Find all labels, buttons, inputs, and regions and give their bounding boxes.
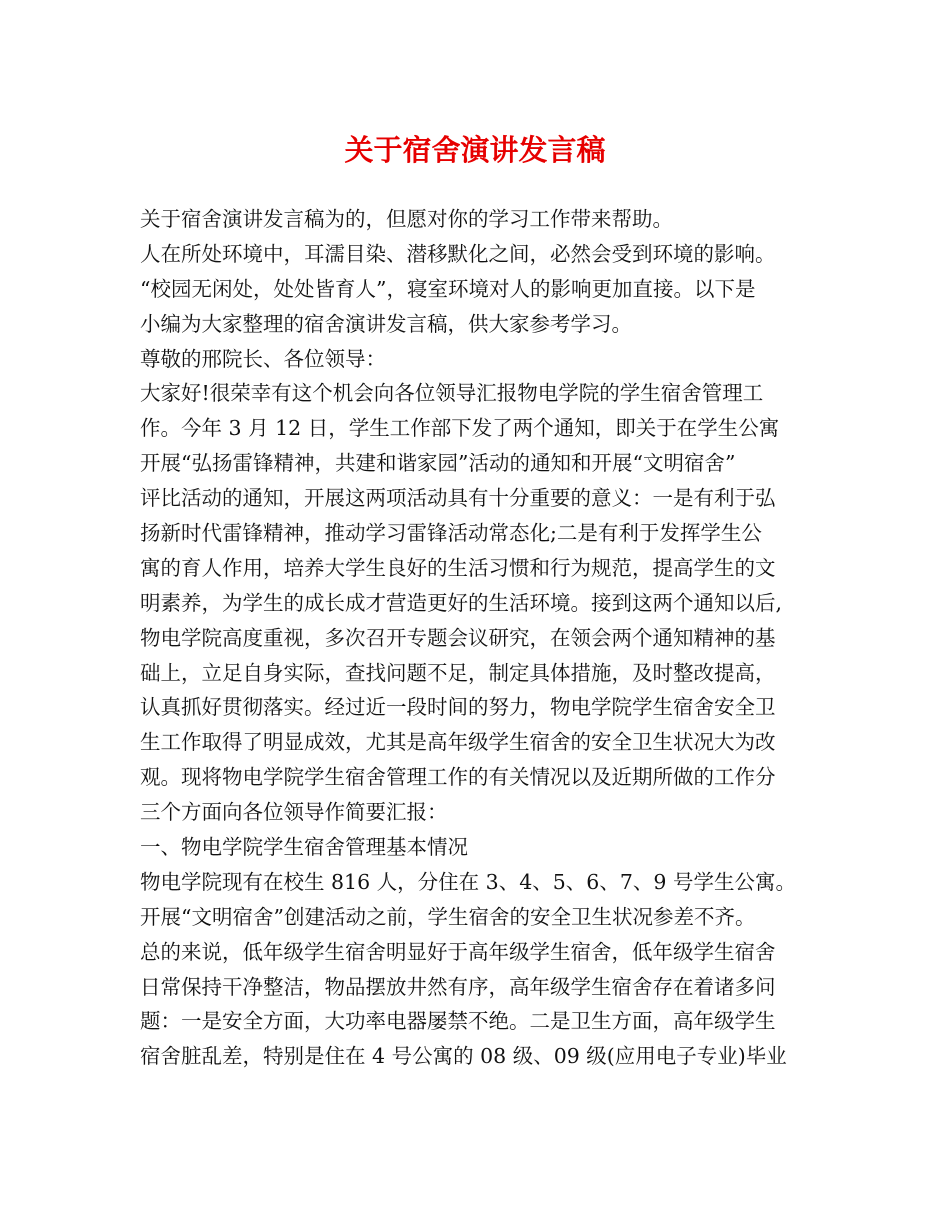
- text-line: 观。现将物电学院学生宿舍管理工作的有关情况以及近期所做的工作分: [140, 765, 776, 790]
- text-line: 明素养，为学生的成长成才营造更好的生活环境。接到这两个通知以后,: [140, 590, 783, 615]
- text-line: 宿舍脏乱差，特别是住在 4 号公寓的 08 级、09 级(应用电子专业)毕业: [140, 1044, 787, 1069]
- text-line: “校园无闲处，处处皆育人”，寝室环境对人的影响更加直接。以下是: [140, 276, 756, 301]
- text-line: 评比活动的通知，开展这两项活动具有十分重要的意义：一是有利于弘: [140, 486, 776, 511]
- text-line: 生工作取得了明显成效，尤其是高年级学生宿舍的安全卫生状况大为改: [140, 730, 776, 755]
- text-line: 总的来说，低年级学生宿舍明显好于高年级学生宿舍，低年级学生宿舍: [140, 939, 776, 964]
- text-line: 扬新时代雷锋精神，推动学习雷锋活动常态化;二是有利于发挥学生公: [140, 521, 762, 546]
- text-line: 物电学院高度重视，多次召开专题会议研究，在领会两个通知精神的基: [140, 625, 776, 650]
- document-body: [140, 202, 820, 1074]
- text-line: 开展“弘扬雷锋精神，共建和谐家园”活动的通知和开展“文明宿舍”: [140, 451, 736, 476]
- text-line: 开展“文明宿舍”创建活动之前，学生宿舍的安全卫生状况参差不齐。: [140, 904, 756, 929]
- text-line: 尊敬的邢院长、各位领导：: [140, 346, 386, 371]
- text-line: 认真抓好贯彻落实。经过近一段时间的努力，物电学院学生宿舍安全卫: [140, 695, 776, 720]
- text-line: 人在所处环境中，耳濡目染、潜移默化之间，必然会受到环境的影响。: [140, 241, 776, 266]
- section-heading: 一、物电学院学生宿舍管理基本情况: [140, 835, 468, 860]
- text-line: 小编为大家整理的宿舍演讲发言稿，供大家参考学习。: [140, 311, 632, 336]
- text-line: 三个方面向各位领导作简要汇报：: [140, 800, 448, 825]
- text-line: 础上，立足自身实际，查找问题不足，制定具体措施，及时整改提高，: [140, 660, 776, 685]
- text-line: 物电学院现有在校生 816 人，分住在 3、4、5、6、7、9 号学生公寓。: [140, 869, 796, 894]
- text-line: 关于宿舍演讲发言稿为的，但愿对你的学习工作带来帮助。: [140, 207, 673, 231]
- text-line: 日常保持干净整洁，物品摆放井然有序，高年级学生宿舍存在着诸多问: [140, 974, 776, 999]
- text-line: 大家好!很荣幸有这个机会向各位领导汇报物电学院的学生宿舍管理工: [140, 381, 764, 406]
- text-line: 题：一是安全方面，大功率电器屡禁不绝。二是卫生方面，高年级学生: [140, 1009, 776, 1034]
- document-title: 关于宿舍演讲发言稿: [344, 133, 606, 167]
- text-line: 作。今年 3 月 12 日，学生工作部下发了两个通知，即关于在学生公寓: [140, 416, 780, 441]
- text-line: 寓的育人作用，培养大学生良好的生活习惯和行为规范，提高学生的文: [140, 555, 776, 580]
